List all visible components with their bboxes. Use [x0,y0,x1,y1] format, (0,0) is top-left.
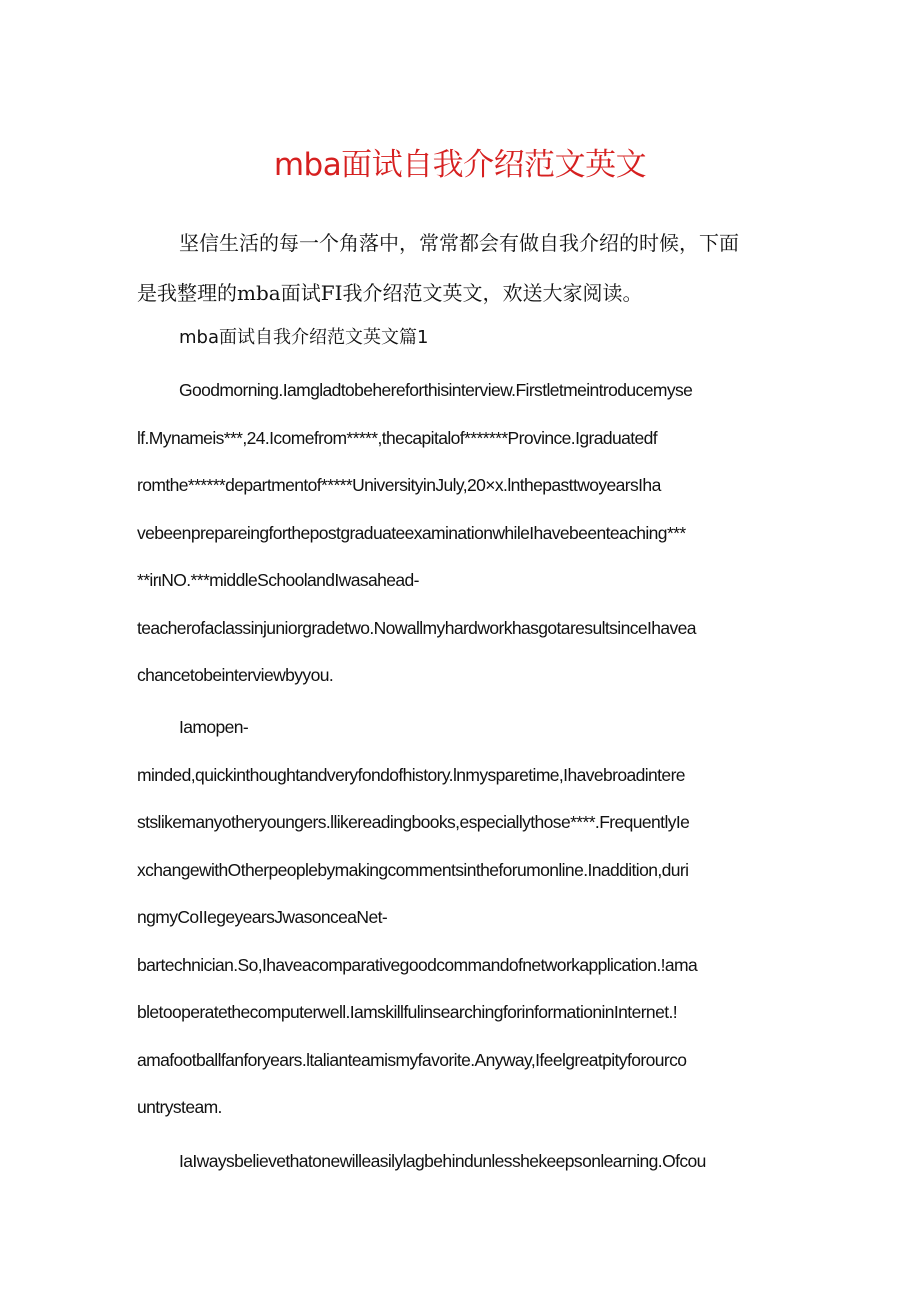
paragraph-line: teacherofaclassinjuniorgradetwo.NowallmyhardworkhasgotaresultsinceIhavea [137,617,696,638]
paragraph-line: ngmyCoIIegeyearsJwasonceaNet- [137,907,388,927]
paragraph-line: bletooperatethecomputerwell.IamskillfulinsearchingforinformationinInternet.! [137,1002,677,1022]
intro-paragraph [137,218,787,318]
intro-line: 是我整理的mba面试FI我介绍范文英文，欢送大家阅读。 [137,281,643,305]
paragraph-line: Goodmorning.Iamgladtobehereforthisinterview.Firstletmeintroducemyse [179,380,693,400]
paragraph-line: stslikemanyotheryoungers.llikereadingbooks,especiallythose****.FrequentlyIe [137,812,690,832]
paragraph-2 [137,704,787,1132]
paragraph-line: bartechnician.So,Ihaveacomparativegoodcommandofnetworkapplication.!ama [137,954,698,975]
paragraph-3 [137,1138,787,1186]
paragraph-line: romthe******departmentof*****UniversityinJuly,20×x.lnthepasttwoyearsIha [137,475,661,495]
paragraph-line: untrysteam. [137,1097,222,1117]
paragraph-line: chancetobeinterviewbyyou. [137,665,334,685]
intro-line: 坚信生活的每一个角落中，常常都会有做自我介绍的时候，下面 [179,231,739,255]
section-heading: mba面试自我介绍范文英文篇1 [179,327,429,348]
paragraph-line: IaIwaysbelievethatonewilleasilylagbehindunlesshekeepsonlearning.Ofcou [179,1151,706,1171]
paragraph-line: amafootballfanforyears.ltalianteamismyfavorite.Anyway,Ifeelgreatpityforourco [137,1049,687,1070]
paragraph-1 [137,367,787,700]
paragraph-line: minded,quickinthoughtandveryfondofhistory.lnmysparetime,Ihavebroadintere [137,764,685,785]
paragraph-line: vebeenprepareingforthepostgraduateexaminationwhileIhavebeenteaching*** [137,522,686,543]
paragraph-line: lf.Mynameis***,24.Icomefrom*****,thecapitalof*******Province.Igraduatedf [137,427,658,448]
paragraph-line: Iamopen- [179,717,249,737]
paragraph-line: xchangewithOtherpeoplebymakingcommentsintheforumonline.Inaddition,duri [137,859,689,880]
paragraph-line: **irιNO.***middleSchoolandIwasahead- [137,570,419,590]
document-title: mba面试自我介绍范文英文 [273,147,647,183]
